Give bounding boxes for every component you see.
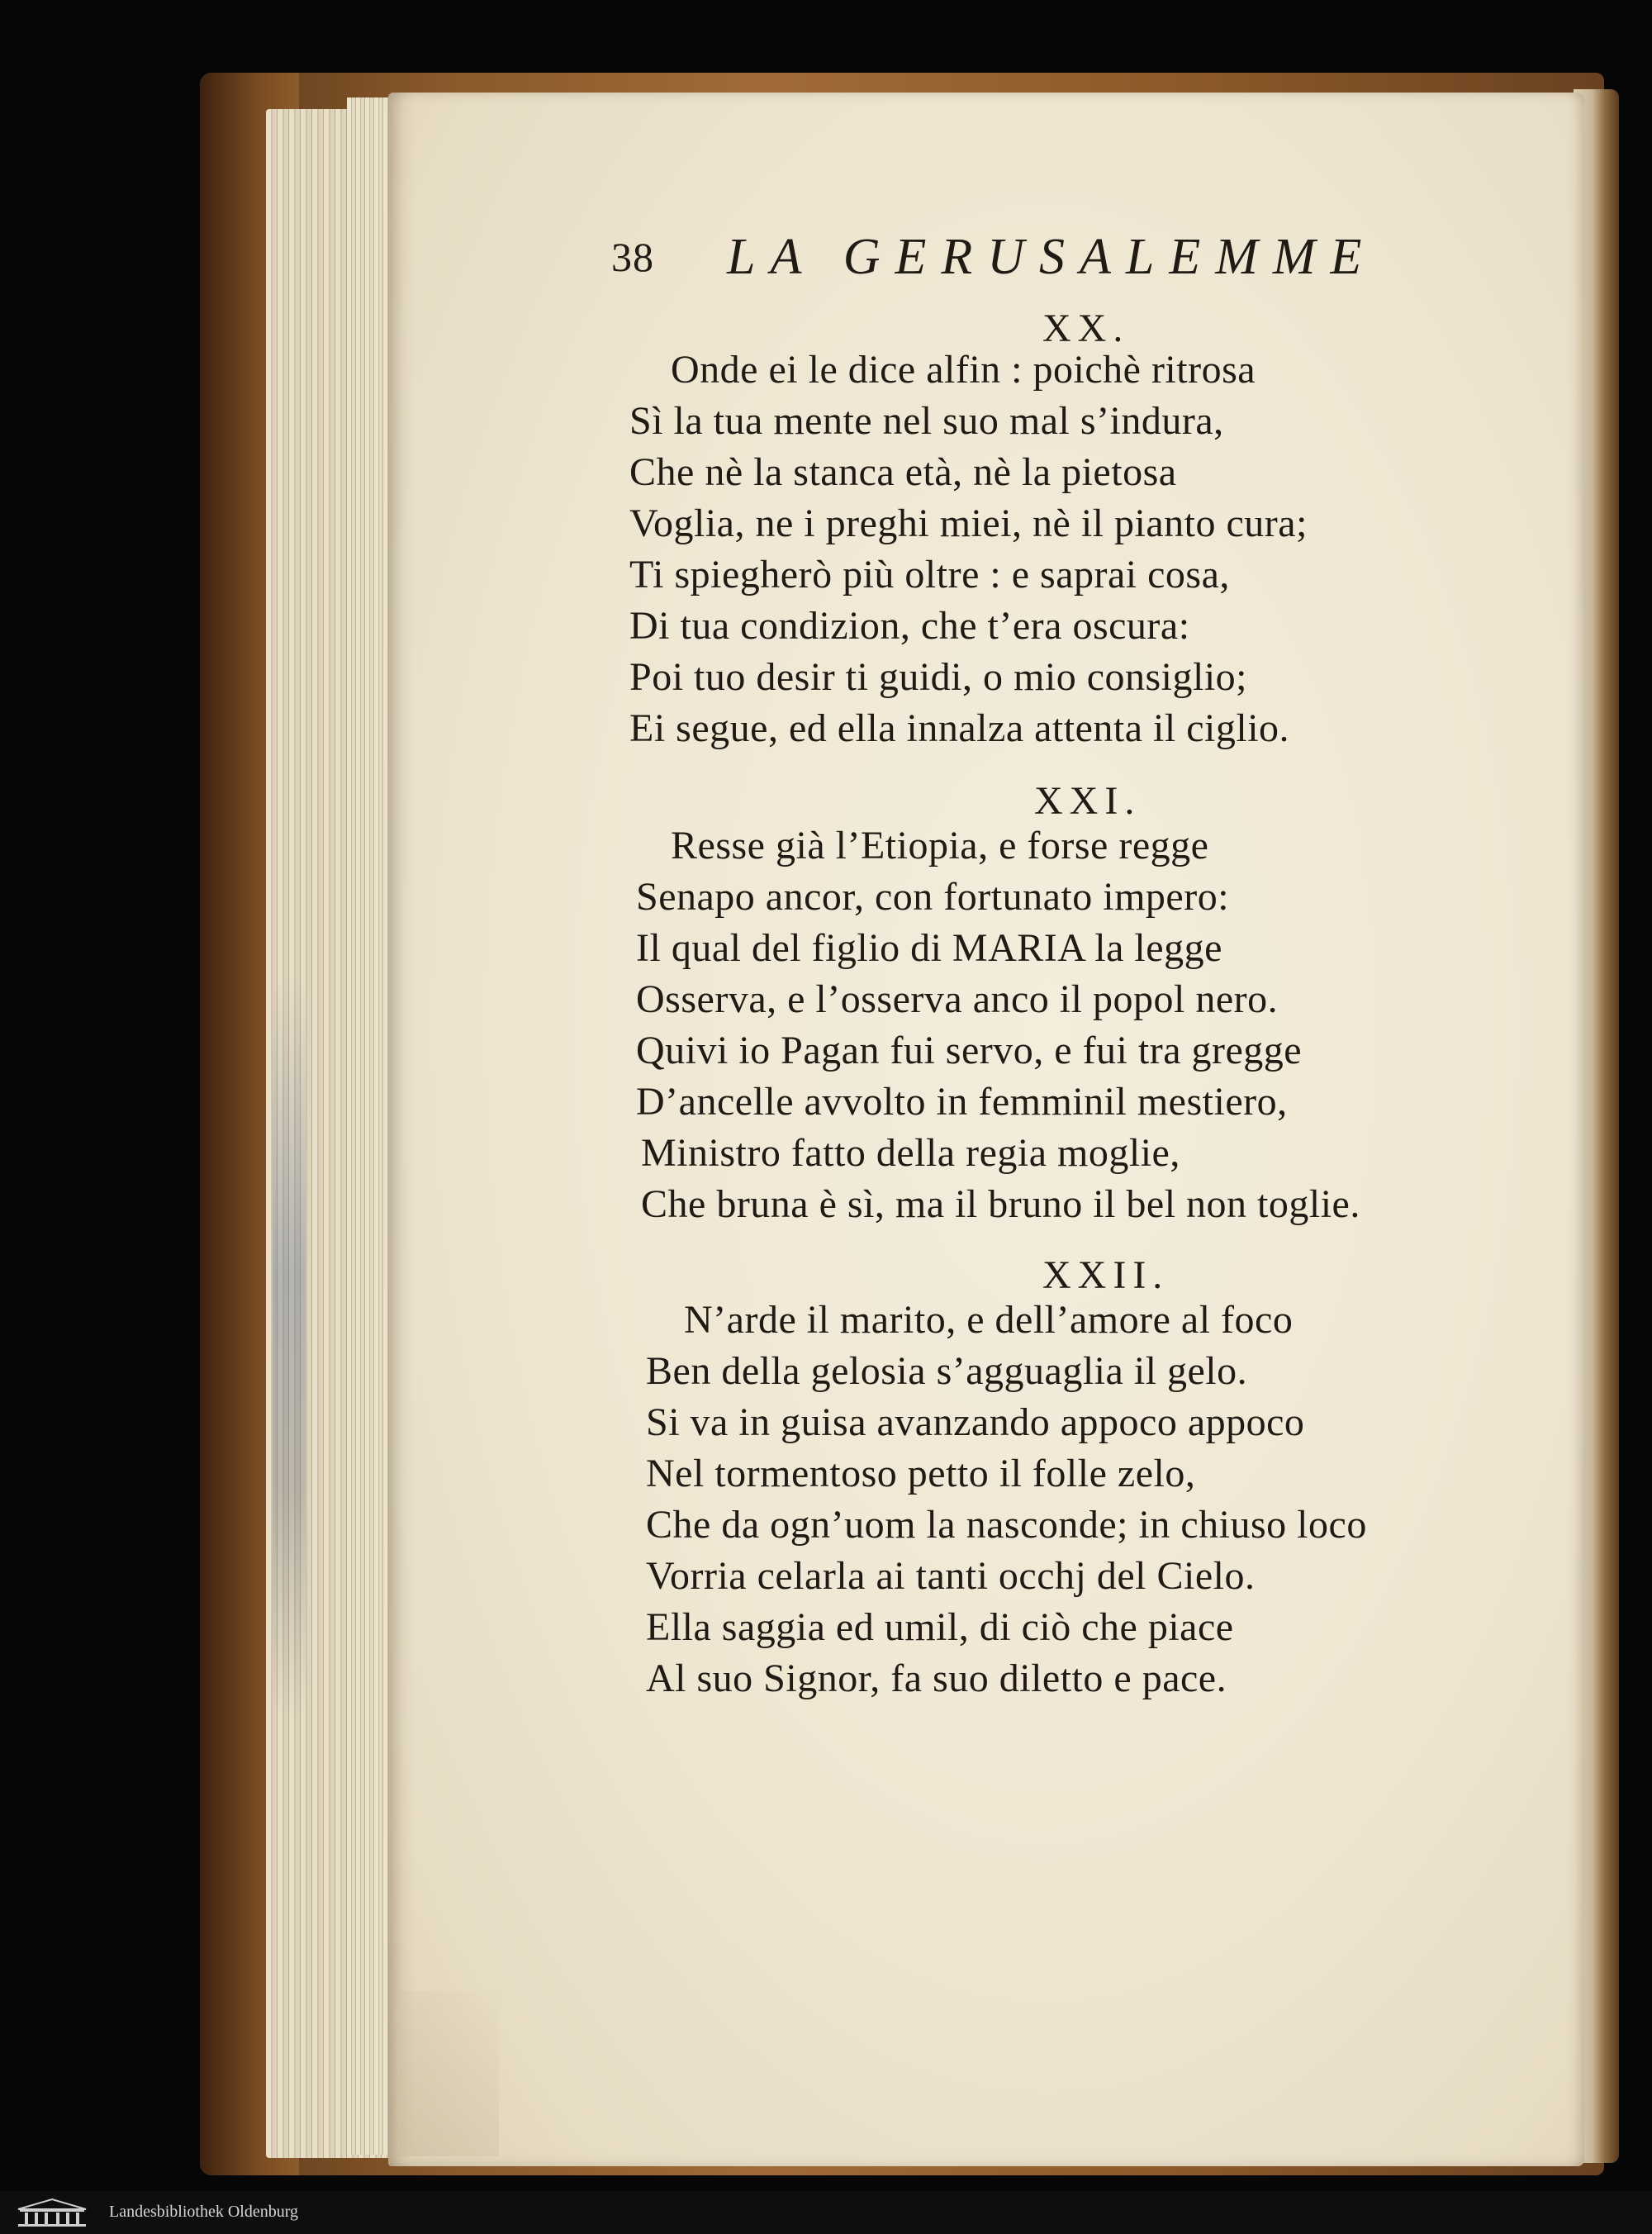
viewer-footer xyxy=(0,2191,1652,2234)
verse-line: Osserva, e l’osserva anco il popol nero. xyxy=(636,977,1279,1021)
verse-line: Ministro fatto della regia moglie, xyxy=(641,1131,1180,1175)
verse-line: Nel tormentoso petto il folle zelo, xyxy=(646,1452,1196,1495)
library-name: Landesbibliothek Oldenburg xyxy=(109,2203,299,2221)
verse-line: Che da ogn’uom la nasconde; in chiuso loco xyxy=(646,1503,1367,1547)
verse-line: Ti spiegherò più oltre : e saprai cosa, xyxy=(629,553,1230,597)
running-head xyxy=(611,228,1404,294)
verse-line: Poi tuo desir ti guidi, o mio consiglio; xyxy=(629,655,1248,699)
verse-line: Onde ei le dice alfin : poichè ritrosa xyxy=(671,348,1256,392)
verse-line: Quivi io Pagan fui servo, e fui tra gregge xyxy=(636,1029,1303,1072)
stanza-heading: XXI. xyxy=(1034,779,1142,823)
verse-line: D’ancelle avvolto in femminil mestiero, xyxy=(636,1080,1288,1124)
verse-line: Senapo ancor, con fortunato impero: xyxy=(636,875,1230,919)
verse-line: Voglia, ne i preghi miei, nè il pianto cura; xyxy=(629,501,1308,545)
verse-line: Al suo Signor, fa suo diletto e pace. xyxy=(646,1656,1227,1700)
page-number: 38 xyxy=(611,234,654,280)
verse-line: Di tua condizion, che t’era oscura: xyxy=(629,604,1190,648)
stanza-heading: XXII. xyxy=(1042,1253,1170,1297)
verse-line: Ei segue, ed ella innalza attenta il ciglio. xyxy=(629,706,1290,750)
verse-line: Sì la tua mente nel suo mal s’indura, xyxy=(629,399,1224,443)
verse-line: Ella saggia ed umil, di ciò che piace xyxy=(646,1605,1234,1649)
verse-line: Che nè la stanca età, nè la pietosa xyxy=(629,450,1177,494)
verse-line: Resse già l’Etiopia, e forse regge xyxy=(671,824,1209,867)
library-building-icon xyxy=(15,2198,89,2227)
verse-line: N’arde il marito, e dell’amore al foco xyxy=(684,1298,1294,1342)
stanza-heading: XX. xyxy=(1042,307,1130,350)
verse-line: Vorria celarla ai tanti occhj del Cielo. xyxy=(646,1554,1256,1598)
verse-line: Ben della gelosia s’agguaglia il gelo. xyxy=(646,1349,1248,1393)
verse-line: Il qual del figlio di MARIA la legge xyxy=(636,926,1222,970)
verse-line: Che bruna è sì, ma il bruno il bel non toglie. xyxy=(641,1182,1360,1226)
verse-line: Si va in guisa avanzando appoco appoco xyxy=(646,1400,1305,1444)
running-title: LA GERUSALEMME xyxy=(727,229,1377,285)
